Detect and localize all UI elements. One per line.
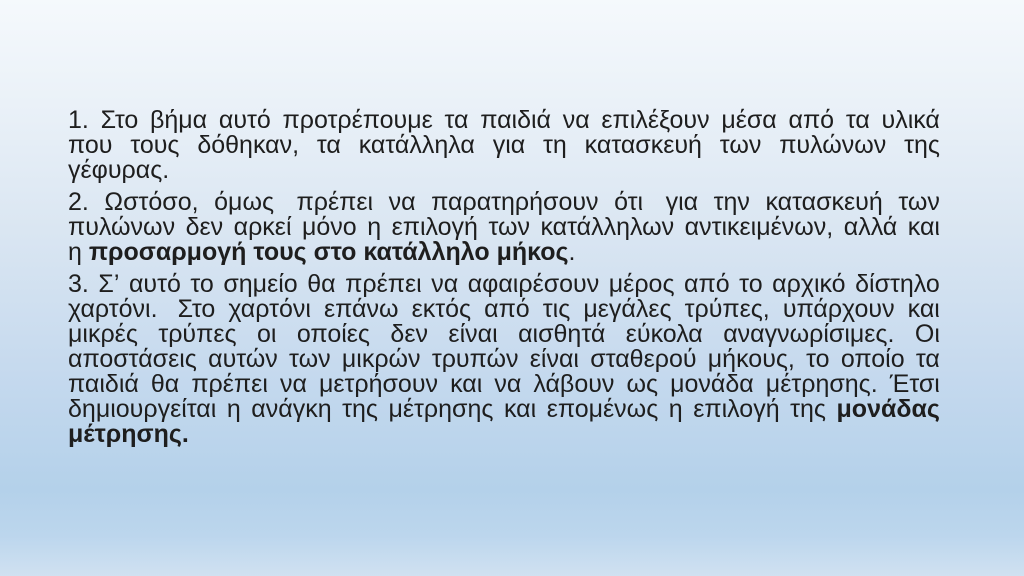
text-run: για: [492, 131, 526, 159]
text-run: επάνω: [323, 295, 399, 323]
text-run: οι: [256, 320, 277, 348]
text-run: προτρέπουμε: [282, 106, 433, 134]
text-run: να: [431, 270, 459, 298]
text-run: και: [450, 370, 483, 398]
text-run: δίστηλο: [855, 270, 940, 298]
text-run: και: [503, 395, 537, 423]
text-run: Στο: [100, 106, 139, 134]
text-run: χαρτόνι: [228, 295, 311, 323]
text-run: να: [494, 370, 522, 398]
text-run: αναγνωρίσιμες.: [723, 320, 895, 348]
text-run: της: [342, 395, 378, 423]
text-run: τους: [130, 131, 180, 159]
text-run: η: [68, 238, 89, 266]
text-line: [68, 372, 940, 397]
text-line: [68, 347, 940, 372]
text-run: ότι: [614, 188, 651, 216]
text-run: το: [739, 270, 763, 298]
text-run: αισθητά: [518, 320, 606, 348]
text-run: κατασκευή: [765, 188, 883, 216]
text-run: βήμα: [149, 106, 208, 134]
text-run: πρέπει: [345, 270, 422, 298]
text-line: [68, 297, 940, 322]
text-run: μονάδα: [670, 370, 754, 398]
paragraph: [68, 108, 940, 183]
text-run: λάβουν: [533, 370, 615, 398]
text-run: των: [488, 213, 530, 241]
text-run: είναι: [529, 345, 579, 373]
text-run: η: [226, 395, 241, 423]
text-run: το: [806, 345, 830, 373]
text-run: τρυπών: [431, 345, 519, 373]
text-run: μετρήσουν: [318, 370, 439, 398]
text-run: θα: [307, 270, 336, 298]
text-run: η: [668, 395, 683, 423]
text-line: [68, 422, 940, 447]
text-run: δόθηκαν,: [197, 131, 300, 159]
text-run: από: [484, 295, 530, 323]
text-run: πρέπει: [296, 188, 374, 216]
text-line: [68, 322, 940, 347]
text-run: μικρών: [341, 345, 421, 373]
text-run: δημιουργείται: [68, 395, 217, 423]
text-run: των: [289, 345, 331, 373]
text-run: και: [907, 213, 940, 241]
text-run: τα: [845, 106, 870, 134]
text-run: την: [713, 188, 750, 216]
text-run: ανάγκη: [251, 395, 332, 423]
text-run: θα: [150, 370, 180, 398]
text-run: τα: [915, 345, 940, 373]
text-run: αυτό: [218, 106, 271, 134]
text-run: παρατηρήσουν: [431, 188, 599, 216]
bold-text-run: μέτρησης.: [68, 420, 189, 448]
text-run: επομένως: [546, 395, 659, 423]
text-run: και: [907, 295, 940, 323]
text-run: αποστάσεις: [68, 345, 197, 373]
slide-text-block: [68, 108, 940, 454]
text-run: μέτρησης.: [765, 370, 878, 398]
text-run: ως: [626, 370, 659, 398]
text-run: Σ’: [98, 270, 120, 298]
text-run: Στο: [177, 295, 216, 323]
text-run: υλικά: [881, 106, 940, 134]
text-run: τα: [444, 106, 469, 134]
text-run: τρύπες: [158, 320, 237, 348]
text-run: όμως: [214, 188, 281, 216]
text-run: το: [190, 270, 214, 298]
text-run: κατασκευή: [584, 131, 702, 159]
text-run: τη: [543, 131, 567, 159]
text-run: μόνο: [301, 213, 357, 241]
text-run: μήκους,: [707, 345, 795, 373]
text-run: Οι: [914, 320, 940, 348]
text-line: [68, 240, 940, 265]
text-run: επιλογή: [391, 213, 478, 241]
text-run: αυτό: [128, 270, 181, 298]
text-run: σταθερού: [590, 345, 697, 373]
text-run: για: [665, 188, 699, 216]
text-run: μέσα: [721, 106, 777, 134]
text-run: αυτών: [208, 345, 278, 373]
text-run: από: [788, 106, 835, 134]
text-line: [68, 272, 940, 297]
text-run: να: [388, 188, 416, 216]
text-run: είναι: [448, 320, 498, 348]
text-run: οποίες: [296, 320, 370, 348]
text-run: η: [367, 213, 382, 241]
text-run: μέτρησης: [388, 395, 494, 423]
text-run: των: [719, 131, 762, 159]
text-run: γέφυρας.: [68, 156, 170, 184]
text-run: μέρος: [608, 270, 675, 298]
text-run: αρχικό: [772, 270, 846, 298]
text-run: επιλογή: [693, 395, 780, 423]
text-run: δεν: [185, 213, 224, 241]
text-run: τα: [316, 131, 341, 159]
text-run: παιδιά: [480, 106, 552, 134]
text-run: κατάλληλα: [358, 131, 475, 159]
text-run: αλλά: [843, 213, 898, 241]
text-line: [68, 397, 940, 422]
text-run: τις: [542, 295, 571, 323]
text-line: [68, 215, 940, 240]
text-run: των: [898, 188, 940, 216]
bold-text-run: μονάδας: [836, 395, 940, 423]
text-run: κατάλληλων: [540, 213, 675, 241]
text-run: Ωστόσο,: [104, 188, 199, 216]
text-run: τρύπες,: [684, 295, 770, 323]
text-run: εύκολα: [625, 320, 703, 348]
text-run: αρκεί: [233, 213, 292, 241]
text-run: πρέπει: [191, 370, 268, 398]
text-run: αφαιρέσουν: [467, 270, 600, 298]
text-run: της: [790, 395, 826, 423]
text-line: [68, 133, 940, 158]
text-run: να: [279, 370, 307, 398]
text-run: χαρτόνι.: [68, 295, 165, 323]
text-run: από: [684, 270, 730, 298]
text-run: 2.: [68, 188, 89, 216]
text-run: εκτός: [411, 295, 472, 323]
text-run: οποίο: [840, 345, 905, 373]
text-run: επιλέξουν: [601, 106, 710, 134]
text-run: υπάρχουν: [782, 295, 895, 323]
text-run: .: [568, 238, 576, 266]
text-run: 1.: [68, 106, 89, 134]
text-line: [68, 190, 940, 215]
text-line: [68, 158, 940, 183]
bold-text-run: προσαρμογή τους στο κατάλληλο μήκος: [88, 238, 569, 266]
text-run: Έτσι: [889, 370, 940, 398]
text-run: που: [68, 131, 113, 159]
text-run: να: [562, 106, 590, 134]
text-run: της: [904, 131, 940, 159]
text-run: μεγάλες: [583, 295, 672, 323]
text-run: μικρές: [68, 320, 138, 348]
text-run: πυλώνων: [68, 213, 176, 241]
text-run: αντικειμένων,: [684, 213, 834, 241]
paragraph: [68, 190, 940, 265]
text-run: σημείο: [223, 270, 298, 298]
text-line: [68, 108, 940, 133]
text-run: 3.: [68, 270, 89, 298]
paragraph: [68, 272, 940, 447]
text-run: πυλώνων: [779, 131, 887, 159]
text-run: παιδιά: [68, 370, 139, 398]
text-run: δεν: [390, 320, 428, 348]
